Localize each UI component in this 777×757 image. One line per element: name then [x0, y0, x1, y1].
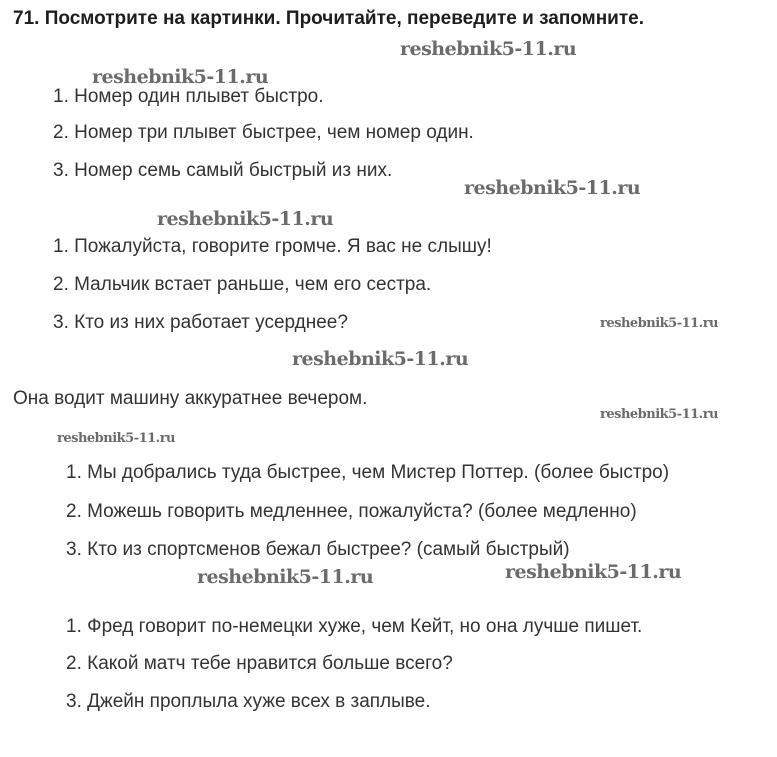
exercise-title: 71. Посмотрите на картинки. Прочитайте, переведите и запомните.: [13, 8, 645, 29]
watermark: reshebnik5-11.ru: [92, 66, 269, 88]
watermark: reshebnik5-11.ru: [464, 177, 641, 199]
watermark: reshebnik5-11.ru: [600, 316, 719, 331]
watermark: reshebnik5-11.ru: [400, 38, 577, 60]
block4-line-3: 3. Джейн проплыла хуже всех в заплыве.: [66, 691, 431, 712]
block2-line-1: 1. Пожалуйста, говорите громче. Я вас не слышу!: [53, 236, 492, 257]
watermark: reshebnik5-11.ru: [292, 348, 469, 370]
watermark: reshebnik5-11.ru: [57, 431, 176, 446]
block3-line-3: 3. Кто из спортсменов бежал быстрее? (самый быстрый): [66, 539, 570, 560]
watermark: reshebnik5-11.ru: [600, 407, 719, 422]
block1-line-3: 3. Номер семь самый быстрый из них.: [53, 160, 393, 181]
block2-line-3: 3. Кто из них работает усерднее?: [53, 312, 348, 333]
watermark: reshebnik5-11.ru: [505, 561, 682, 583]
watermark: reshebnik5-11.ru: [157, 208, 334, 230]
block1-line-1: 1. Номер один плывет быстро.: [53, 86, 324, 107]
block2-line-2: 2. Мальчик встает раньше, чем его сестра.: [53, 274, 432, 295]
block3-line-2: 2. Можешь говорить медленнее, пожалуйста? (более медленно): [66, 501, 637, 522]
block3-line-1: 1. Мы добрались туда быстрее, чем Мистер Поттер. (более быстро): [66, 462, 670, 483]
single-sentence: Она водит машину аккуратнее вечером.: [13, 388, 368, 409]
block1-line-2: 2. Номер три плывет быстрее, чем номер один.: [53, 122, 474, 143]
block4-line-2: 2. Какой матч тебе нравится больше всего?: [66, 653, 453, 674]
block4-line-1: 1. Фред говорит по-немецки хуже, чем Кейт, но она лучше пишет.: [66, 616, 643, 637]
watermark: reshebnik5-11.ru: [197, 566, 374, 588]
